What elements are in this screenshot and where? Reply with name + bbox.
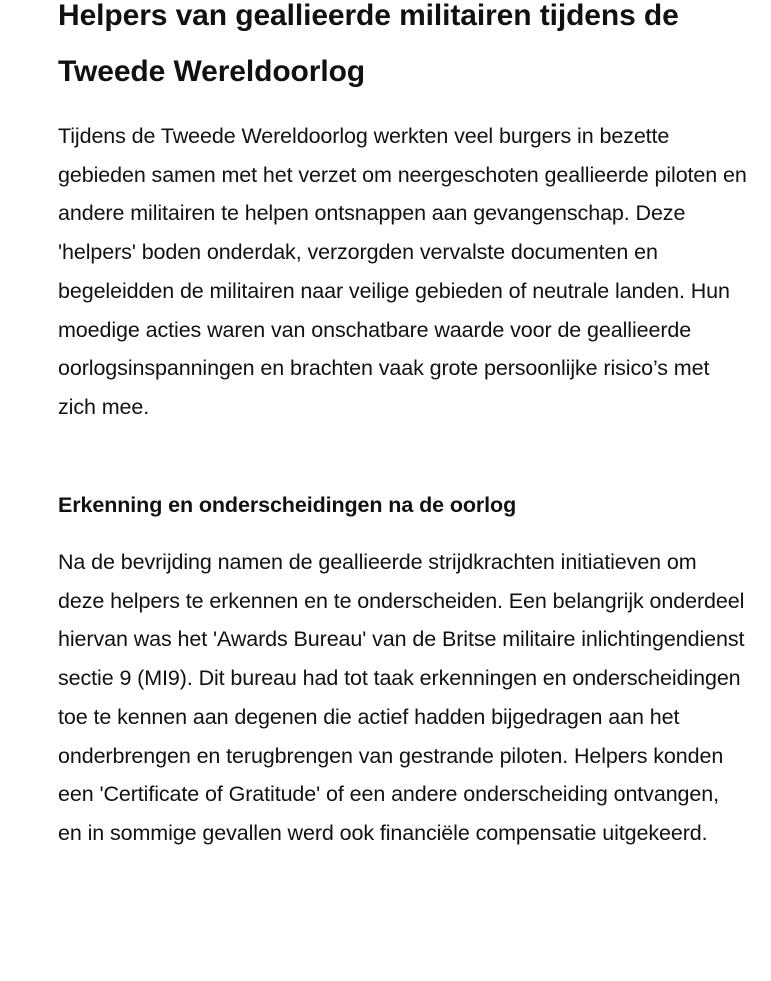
section-heading: Erkenning en onderscheidingen na de oorlog — [58, 493, 517, 517]
article — [58, 0, 748, 845]
section-paragraph: Na de bevrijding namen de geallieerde strijdkrachten initiatieven om deze helpers te erkennen en te onderscheiden. Een belangrijk onderdeel hiervan was het 'Awards Bureau' van de Britse militaire inlichtingendienst sectie 9 (MI9). Dit bureau had tot taak erkenningen en onderscheidingen toe te kennen aan degenen die actief hadden bijgedragen aan het onderbrengen en terugbrengen van gestrande piloten. Helpers konden een 'Certificate of Gratitude' of een andere onderscheiding ontvangen, en in sommige gevallen werd ook financiële compensatie uitgekeerd. — [58, 550, 745, 845]
intro-paragraph: Tijdens de Tweede Wereldoorlog werkten veel burgers in bezette gebieden samen met het verzet om neergeschoten geallieerde piloten en andere militairen te helpen ontsnappen aan gevangenschap. Deze 'helpers' boden onderdak, verzorgden vervalste documenten en begeleidden de militairen naar veilige gebieden of neutrale landen. Hun moedige acties waren van onschatbare waarde voor de geallieerde oorlogsinspanningen en brachten vaak grote persoonlijke risico’s met zich mee. — [58, 124, 747, 419]
article-title: Helpers van geallieerde militairen tijdens de Tweede Wereldoorlog — [58, 0, 679, 88]
